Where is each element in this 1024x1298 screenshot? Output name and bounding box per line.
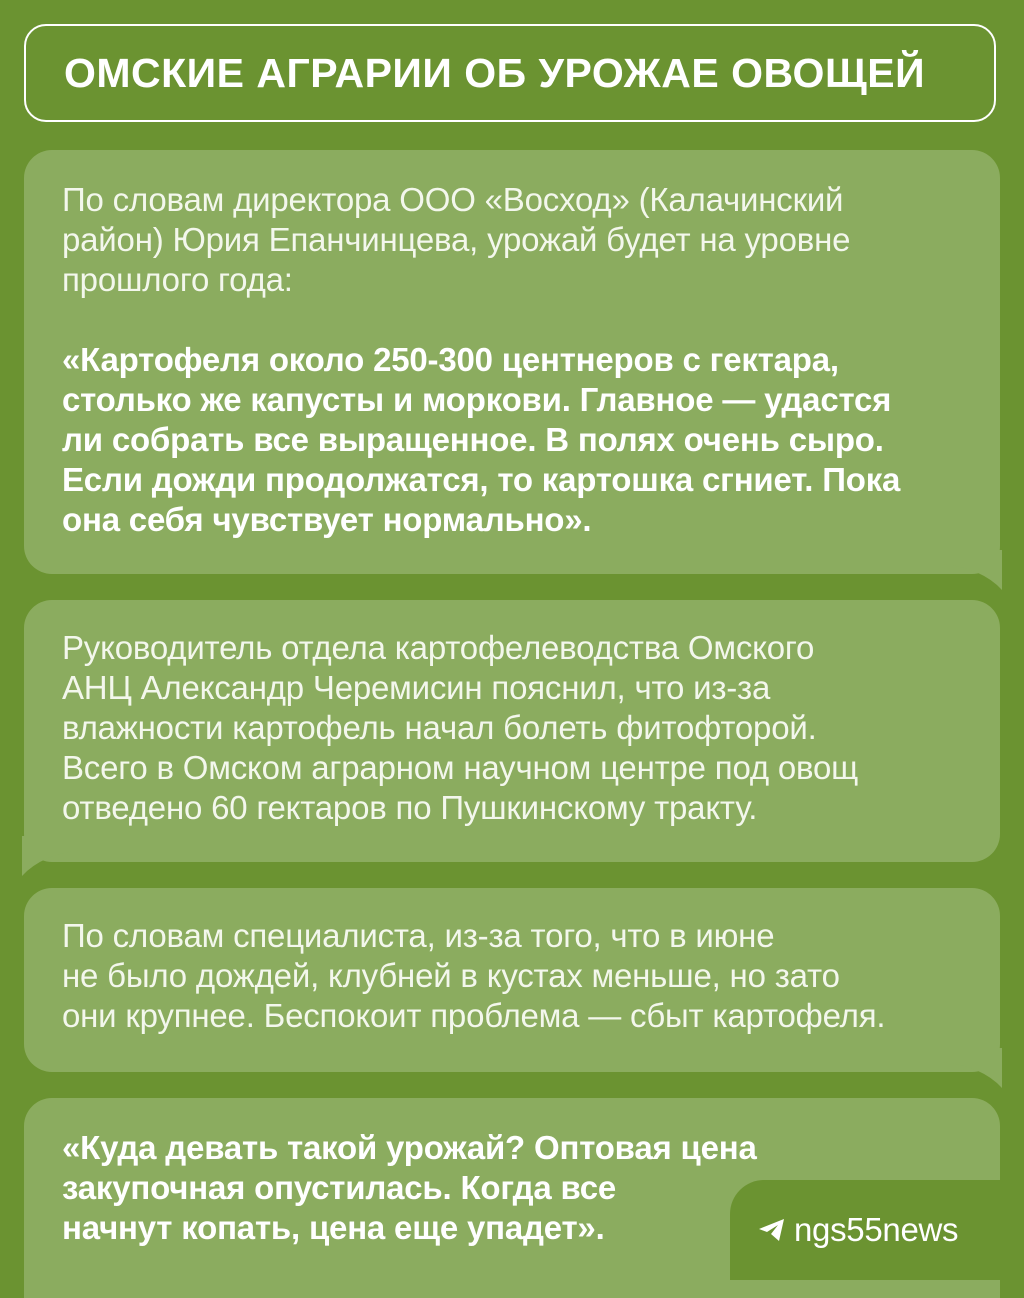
telegram-channel-badge[interactable]	[730, 1180, 1024, 1280]
bubble-1-quote-line-3: ли собрать все выращенное. В полях очень сыро.	[62, 421, 884, 458]
bubble-4-quote-line-2: закупочная опустилась. Когда все	[62, 1169, 617, 1206]
page-title: ОМСКИЕ АГРАРИИ ОБ УРОЖАЕ ОВОЩЕЙ	[64, 49, 926, 96]
bubble-tail-right	[942, 550, 1002, 590]
bubble-1-line-3: прошлого года:	[62, 261, 293, 298]
bubble-4-quote-line-3: начнут копать, цена еще упадет».	[62, 1209, 605, 1246]
channel-handle: ngs55news	[794, 1211, 959, 1248]
bubble-1-line-2: район) Юрия Епанчинцева, урожай будет на уровне	[62, 221, 851, 258]
bubble-1-quote-line-5: она себя чувствует нормально».	[62, 501, 592, 538]
title-banner	[24, 24, 996, 122]
bubble-2-line-3: влажности картофель начал болеть фитофторой.	[62, 709, 817, 746]
message-bubble-1	[24, 150, 1000, 574]
bubble-3-line-2: не было дождей, клубней в кустах меньше, но зато	[62, 957, 840, 994]
bubble-2-line-4: Всего в Омском аграрном научном центре под овощ	[62, 749, 859, 786]
bubble-3-line-3: они крупнее. Беспокоит проблема — сбыт картофеля.	[62, 997, 886, 1034]
bubble-1-quote-line-2: столько же капусты и моркови. Главное — удастся	[62, 381, 892, 418]
bubble-1-quote-line-4: Если дожди продолжатся, то картошка сгниет. Пока	[62, 461, 901, 498]
bubble-1-quote-line-1: «Картофеля около 250-300 центнеров с гектара,	[62, 341, 839, 378]
bubble-1-line-1: По словам директора ООО «Восход» (Калачинский	[62, 181, 844, 218]
bubble-tail-left	[22, 836, 82, 876]
bubble-3-line-1: По словам специалиста, из-за того, что в июне	[62, 917, 775, 954]
message-bubble-3	[24, 888, 1000, 1072]
bubble-2-line-1: Руководитель отдела картофелеводства Омского	[62, 629, 815, 666]
bubble-tail-right	[942, 1048, 1002, 1088]
bubble-4-quote-line-1: «Куда девать такой урожай? Оптовая цена	[62, 1129, 757, 1166]
bubble-2-line-5: отведено 60 гектаров по Пушкинскому тракту.	[62, 789, 758, 826]
bubble-2-line-2: АНЦ Александр Черемисин пояснил, что из-за	[62, 669, 771, 706]
telegram-icon	[758, 1218, 786, 1242]
message-bubble-2	[24, 600, 1000, 862]
